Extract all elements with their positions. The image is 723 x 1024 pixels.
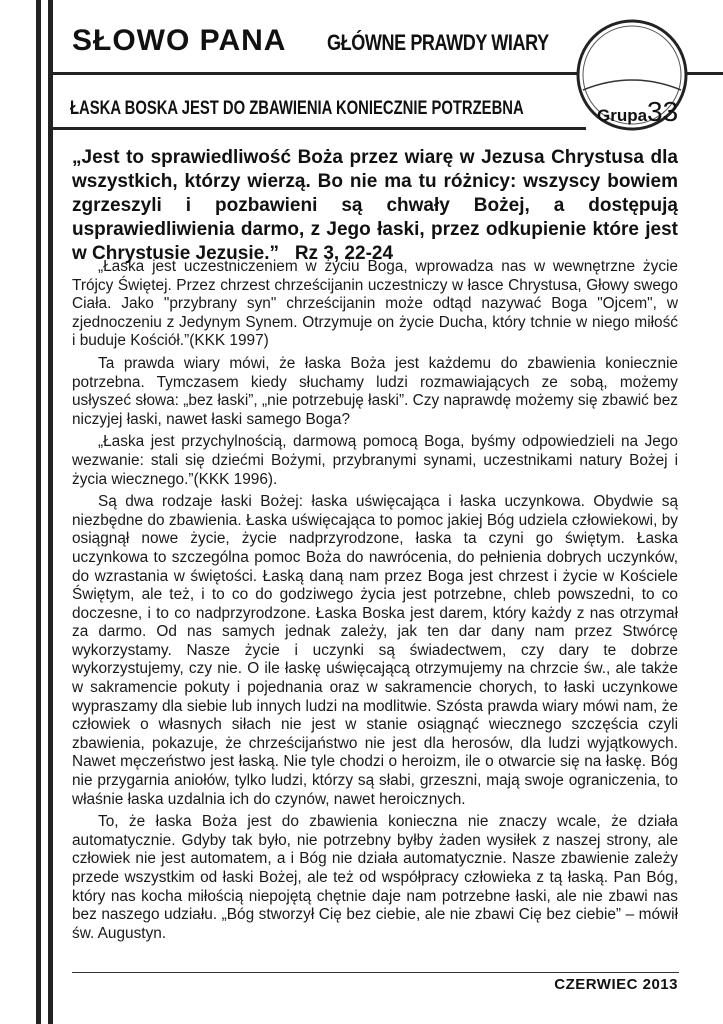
topic-title: GŁÓWNE PRAWDY WIARY — [327, 30, 549, 55]
article-body — [72, 258, 678, 947]
quote-text: „Jest to sprawiedliwość Boża przez wiarę w Jezusa Chrystusa dla wszystkich, którzy wierzą. Bo nie ma tu różnicy: wszyscy bowiem zgrzeszyli i pozbawieni są chwały Bożej, a dostępują usprawiedliwienia darmo, z Jego łaski, przez odkupienie które jest w Chrystusie Jezusie.” — [72, 147, 678, 264]
issue-date: CZERWIEC 2013 — [554, 976, 678, 993]
quote-reference: Rz 3, 22-24 — [294, 243, 394, 264]
footer-rule — [72, 972, 679, 973]
group-label: Grupa — [597, 106, 648, 125]
group-badge — [575, 18, 689, 132]
paragraph: Są dwa rodzaje łaski Bożej: łaska uświęcająca i łaska uczynkowa. Obydwie są niezbędne do zbawienia. Łaska uświęcająca to pomoc jakiej Bóg udziela człowiekowi, by osiągnął nowe życie, życie nadprzyrodzone, łaska ta czyni go świętym. Łaska uczynkowa to szczególna pomoc Boża do nawrócenia, do pełnienia dobrych uczynków, do wzrastania w świętości. Łaską daną nam przez Boga jest chrzest i życie w Kościele Świętym, ale też, i to co do godziwego życia jest potrzebne, chleb powszedni, to co doczesne, i to co nadprzyrodzone. Łaska Boska jest darem, który każdy z nas otrzymał za darmo. Od nas samych jednak zależy, jak ten dar dany nam przez Stwórcę wykorzystamy. Nasze życie i uczynki są świadectwem, czy dary te dobrze wykorzystujemy, czy nie. O ile łaskę uświęcającą otrzymujemy na chrzcie św., ale także w sakramencie pokuty i pojednania oraz w sakramencie chorych, to łaski uczynkowe wypraszamy dla siebie lub innych ludzi na modlitwie. Szósta prawda wiary mówi nam, że człowiek o własnych siłach nie jest w stanie osiągnąć wiecznego szczęścia czyli zbawienia, pokazuje, że chrześcijaństwo nie jest dla herosów, dla ludzi wyjątkowych. Nawet męczeństwo jest łaską. Nie tyle chodzi o heroizm, ile o otwarcie się na łaskę. Bóg nie przygarnia aniołów, tylko ludzi, którzy są słabi, grzeszni, mają swoje ograniczenia, to właśnie łaska uzdalnia ich do czynów, nawet heroicznych. — [72, 493, 678, 808]
group-number: 33 — [647, 96, 679, 127]
scripture-quote — [72, 146, 678, 266]
paragraph: To, że łaska Boża jest do zbawienia konieczna nie znaczy wcale, że działa automatycznie. Gdyby tak było, nie potrzebny byłby żaden wysiłek z naszej strony, ale człowiek nie jest automatem, a i Bóg nie działa automatycznie. Nasze zbawienie zależy przede wszystkim od łaski Bożej, ale też od współpracy człowieka z tą łaską. Pan Bóg, który nas kocha miłością niepojętą chętnie daje nam potrzebne łaski, ale nie zbawi nas bez naszego udziału. „Bóg stworzył Cię bez ciebie, ale nie zbawi Cię bez ciebie” – mówił św. Augustyn. — [72, 813, 678, 942]
paragraph: „Łaska jest uczestniczeniem w życiu Boga, wprowadza nas w wewnętrzne życie Trójcy Świętej. Przez chrzest chrześcijanin uczestniczy w łasce Chrystusa, Głowy swego Ciała. Jako "przybrany syn" chrześcijanin może odtąd nazywać Boga "Ojcem", w zjednoczeniu z Jedynym Synem. Otrzymuje on życie Ducha, który tchnie w niego miłość i buduje Kościół.”(KKK 1997) — [72, 258, 678, 350]
left-border-bar — [36, 0, 41, 1024]
paragraph: Ta prawda wiary mówi, że łaska Boża jest każdemu do zbawienia koniecznie potrzebna. Tymczasem kiedy słuchamy ludzi rozmawiających ze sobą, możemy usłyszeć słowa: „bez łaski”, „nie potrzebuję łaski”. Czy naprawdę możemy się zbawić bez niczyjej łaski, nawet łaski samego Boga? — [72, 354, 678, 428]
heading-rule — [48, 127, 586, 130]
left-border-bar-inner — [48, 0, 53, 1024]
series-title: SŁOWO PANA — [72, 24, 287, 57]
section-heading: ŁASKA BOSKA JEST DO ZBAWIENIA KONIECZNIE POTRZEBNA — [70, 98, 524, 119]
paragraph: „Łaska jest przychylnością, darmową pomocą Boga, byśmy odpowiedzieli na Jego wezwanie: stali się dziećmi Bożymi, przybranymi synami, uczestnikami natury Bożej i życia wiecznego.”(KKK 1996). — [72, 433, 678, 488]
